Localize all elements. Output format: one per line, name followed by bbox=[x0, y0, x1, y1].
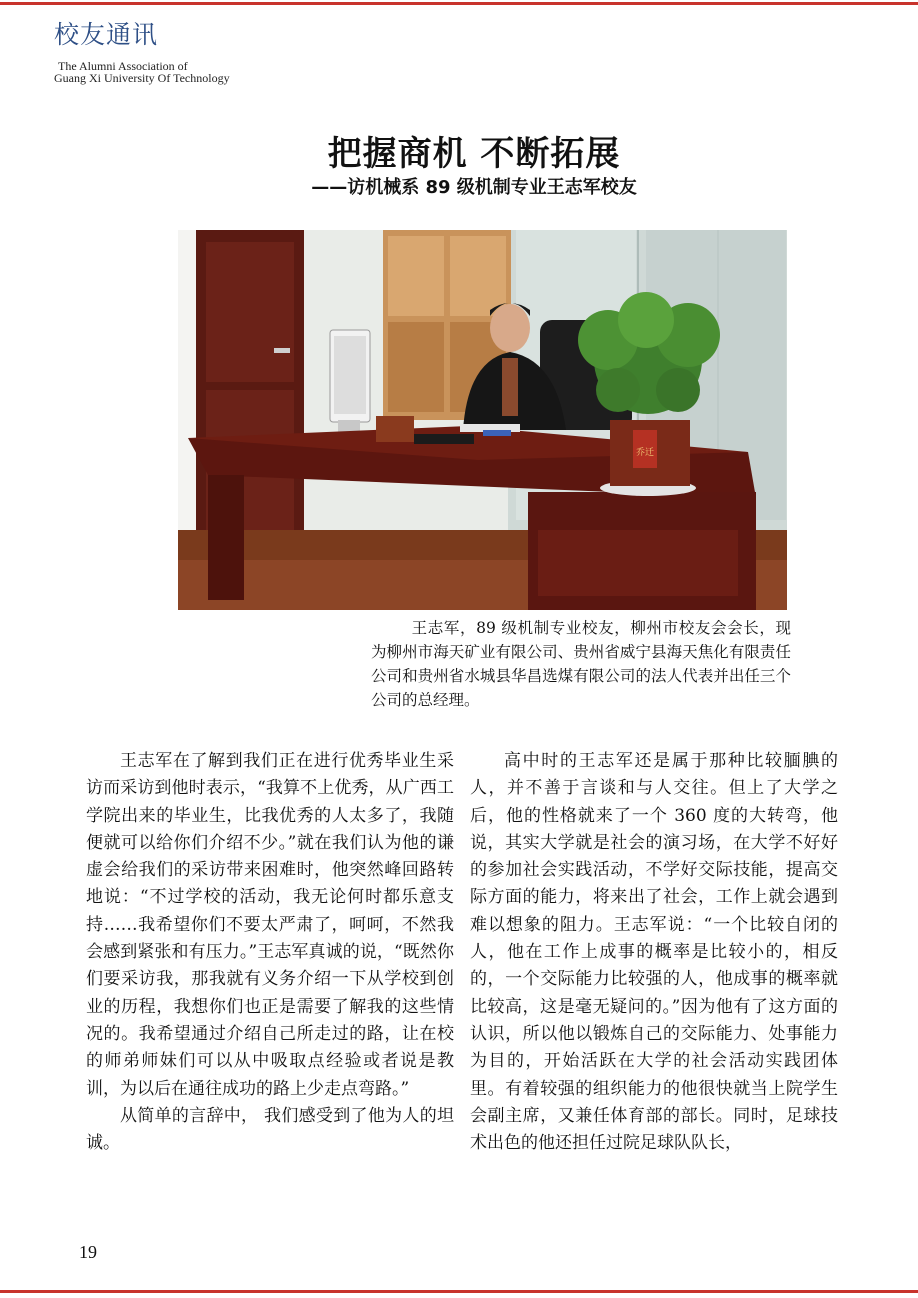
paragraph: 从简单的言辞中， 我们感受到了他为人的坦诚。 bbox=[86, 1105, 454, 1154]
photo-caption bbox=[371, 616, 791, 712]
top-red-rule bbox=[0, 2, 918, 5]
magazine-subtitle bbox=[54, 60, 230, 84]
plant-tag: 乔迁 bbox=[635, 448, 655, 458]
subtitle-line-2: Guang Xi University Of Technology bbox=[54, 71, 230, 85]
article-subheadline: ——访机械系 89 级机制专业王志军校友 bbox=[311, 177, 637, 198]
magazine-title: 校友通讯 bbox=[54, 20, 159, 49]
paragraph: 高中时的王志军还是属于那种比较腼腆的人，并不善于言谈和与人交往。但上了大学之后，他的性格就来了一个 360 度的大转弯，他说，其实大学就是社会的演习场，在大学不好好的参加社会实践活动，不学好交际技能，提高交际方面的能力，将来出了社会，工作上就会遇到难以想象的阻力。王志军说：“一个比较自闭的人，他在工作上成事的概率是比较小的，相反的，一个交际能力比较强的人，他成事的概率就比较高，这是毫无疑问的。”因为他有了这方面的认识，所以他以锻炼自己的交际能力、处事能力为目的，开始活跃在大学的社会活动实践团体里。有着较强的组织能力的他很快就当上院学生会副主席，又兼任体育部的部长。同时，足球技术出色的他还担任过院足球队队长， bbox=[470, 751, 838, 1154]
page-number: 19 bbox=[79, 1242, 97, 1262]
caption-text: 王志军，89 级机制专业校友，柳州市校友会会长，现为柳州市海天矿业有限公司、贵州省威宁县海天焦化有限责任公司和贵州省水城县华昌选煤有限公司的法人代表并出任三个公司的总经理。 bbox=[371, 619, 791, 709]
article-headline: 把握商机 不断拓展 bbox=[327, 134, 621, 174]
bottom-red-rule bbox=[0, 1290, 918, 1293]
masthead bbox=[54, 20, 230, 84]
left-column bbox=[86, 748, 454, 1157]
subtitle-line-1: The Alumni Association of bbox=[58, 59, 188, 73]
paragraph: 王志军在了解到我们正在进行优秀毕业生采访而采访到他时表示，“我算不上优秀，从广西工学院出来的毕业生，比我优秀的人太多了，我随便就可以给你们介绍不少。”就在我们认为他的谦虚会给我们的采访带来困难时，他突然峰回路转地说：“不过学校的活动，我无论何时都乐意支持……我希望你们不要太严肃了，呵呵，不然我会感到紧张和有压力。”王志军真诚的说，“既然你们要采访我，那我就有义务介绍一下从学校到创业的历程，我想你们也正是需要了解我的这些情况的。我希望通过介绍自己所走过的路，让在校的师弟师妹们可以从中吸取点经验或者说是教训，为以后在通往成功的路上少走点弯路。” bbox=[86, 751, 454, 1099]
right-column bbox=[470, 748, 838, 1157]
office-photo bbox=[178, 230, 787, 610]
